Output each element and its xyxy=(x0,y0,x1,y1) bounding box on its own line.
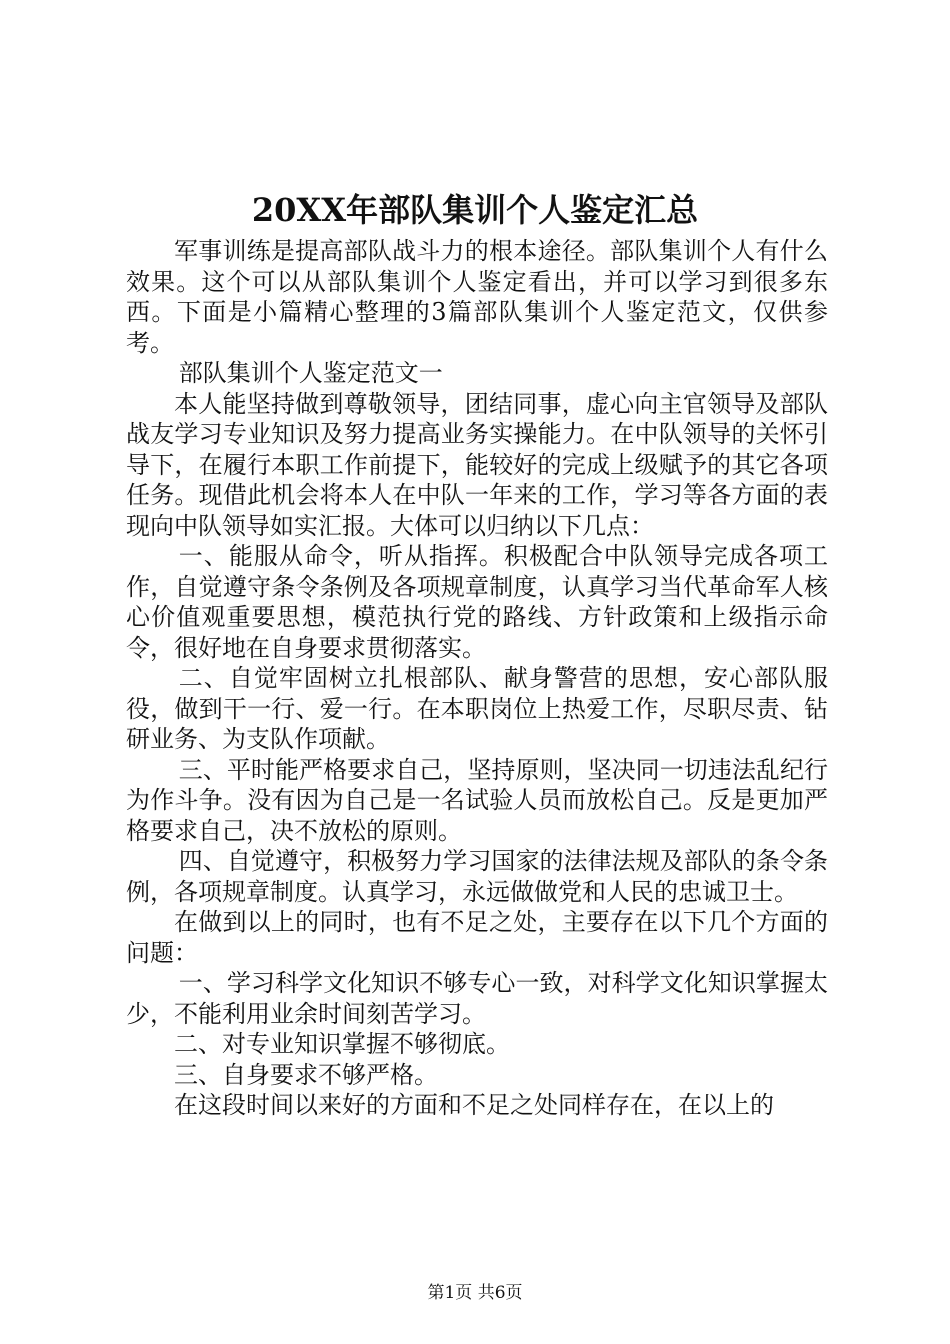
paragraph: 在这段时间以来好的方面和不足之处同样存在，在以上的 xyxy=(174,1091,774,1119)
paragraph: 二、自觉牢固树立扎根部队、献身警营的思想，安心部队服役，做到干一行、爱一行。在本职岗位上热爱工作，尽职尽责、钻研业务、为支队作项献。 xyxy=(126,664,828,753)
paragraph: 二、对专业知识掌握不够彻底。 xyxy=(174,1030,510,1058)
page-number: 第1页 共6页 xyxy=(427,1283,523,1303)
paragraph: 一、能服从命令，听从指挥。积极配合中队领导完成各项工作，自觉遵守条令条例及各项规章制度，认真学习当代革命军人核心价值观重要思想，模范执行党的路线、方针政策和上级指示命令，很好地在自身要求贯彻落实。 xyxy=(126,542,828,662)
paragraph: 一、学习科学文化知识不够专心一致，对科学文化知识掌握太少，不能利用业余时间刻苦学习。 xyxy=(126,969,828,1028)
paragraph: 四、自觉遵守，积极努力学习国家的法律法规及部队的条令条例，各项规章制度。认真学习，永远做做党和人民的忠诚卫士。 xyxy=(126,847,828,906)
document-body xyxy=(126,236,828,1121)
paragraph-intro: 军事训练是提高部队战斗力的根本途径。部队集训个人有什么效果。这个可以从部队集训个人鉴定看出，并可以学习到很多东西。下面是小篇精心整理的3篇部队集训个人鉴定范文，仅供参考。 xyxy=(126,237,828,357)
paragraph: 本人能坚持做到尊敬领导，团结同事，虚心向主官领导及部队战友学习专业知识及努力提高业务实操能力。在中队领导的关怀引导下，在履行本职工作前提下，能较好的完成上级赋予的其它各项任务。现借此机会将本人在中队一年来的工作，学习等各方面的表现向中队领导如实汇报。大体可以归纳以下几点： xyxy=(126,389,828,540)
page-title: 20XX年部队集训个人鉴定汇总 xyxy=(251,191,699,229)
paragraph: 在做到以上的同时，也有不足之处，主要存在以下几个方面的问题： xyxy=(126,908,828,967)
paragraph: 三、平时能严格要求自己，坚持原则，坚决同一切违法乱纪行为作斗争。没有因为自己是一名试验人员而放松自己。反是更加严格要求自己，决不放松的原则。 xyxy=(126,755,828,845)
section-heading: 部队集训个人鉴定范文一 xyxy=(178,359,443,387)
paragraph: 三、自身要求不够严格。 xyxy=(174,1060,438,1089)
